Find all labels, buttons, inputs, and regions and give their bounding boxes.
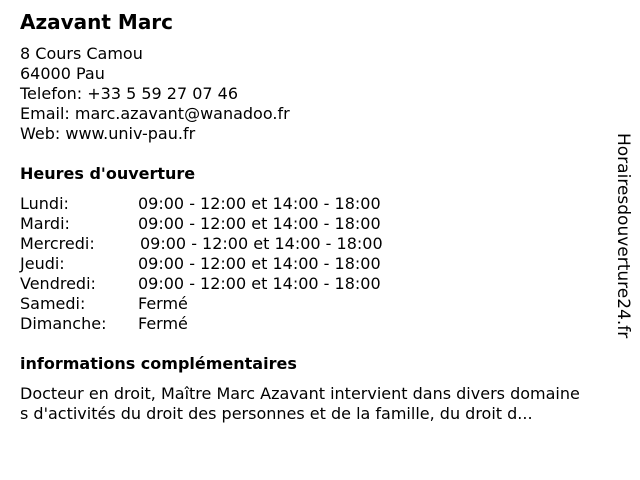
day-label: Mardi: bbox=[20, 214, 70, 233]
time-value: 09:00 - 12:00 et 14:00 - 18:00 bbox=[138, 214, 381, 233]
hours-row-dimanche bbox=[20, 314, 440, 334]
site-watermark bbox=[612, 133, 634, 348]
additional-info-heading: informations complémentaires bbox=[20, 354, 297, 373]
hours-row-lundi bbox=[20, 194, 440, 214]
email-text: Email: marc.azavant@wanadoo.fr bbox=[20, 104, 290, 123]
time-value: Fermé bbox=[138, 314, 188, 333]
contact-block bbox=[20, 44, 290, 144]
info-line: Docteur en droit, Maître Marc Azavant intervient dans divers domaine bbox=[20, 384, 580, 403]
day-label: Lundi: bbox=[20, 194, 69, 213]
website-text: Web: www.univ-pau.fr bbox=[20, 124, 196, 143]
day-label: Samedi: bbox=[20, 294, 86, 313]
time-value: 09:00 - 12:00 et 14:00 - 18:00 bbox=[140, 234, 383, 253]
day-label: Jeudi: bbox=[20, 254, 65, 273]
day-label: Mercredi: bbox=[20, 234, 95, 253]
time-value: 09:00 - 12:00 et 14:00 - 18:00 bbox=[138, 254, 381, 273]
hours-row-vendredi bbox=[20, 274, 440, 294]
info-line: s d'activités du droit des personnes et de la famille, du droit d... bbox=[20, 404, 533, 423]
hours-row-jeudi bbox=[20, 254, 440, 274]
additional-info-text bbox=[20, 384, 630, 424]
hours-row-samedi bbox=[20, 294, 440, 314]
watermark-text: Horairesdouverture24.fr bbox=[613, 133, 633, 339]
address-line-city: 64000 Pau bbox=[20, 64, 105, 83]
page-title: Azavant Marc bbox=[20, 10, 174, 34]
time-value: 09:00 - 12:00 et 14:00 - 18:00 bbox=[138, 274, 381, 293]
time-value: 09:00 - 12:00 et 14:00 - 18:00 bbox=[138, 194, 381, 213]
time-value: Fermé bbox=[138, 294, 188, 313]
day-label: Dimanche: bbox=[20, 314, 107, 333]
hours-row-mercredi bbox=[20, 234, 440, 254]
address-line-street: 8 Cours Camou bbox=[20, 44, 143, 63]
day-label: Vendredi: bbox=[20, 274, 96, 293]
opening-hours-table bbox=[20, 194, 440, 334]
opening-hours-heading: Heures d'ouverture bbox=[20, 164, 196, 183]
hours-row-mardi bbox=[20, 214, 440, 234]
phone-text: Telefon: +33 5 59 27 07 46 bbox=[20, 84, 239, 103]
